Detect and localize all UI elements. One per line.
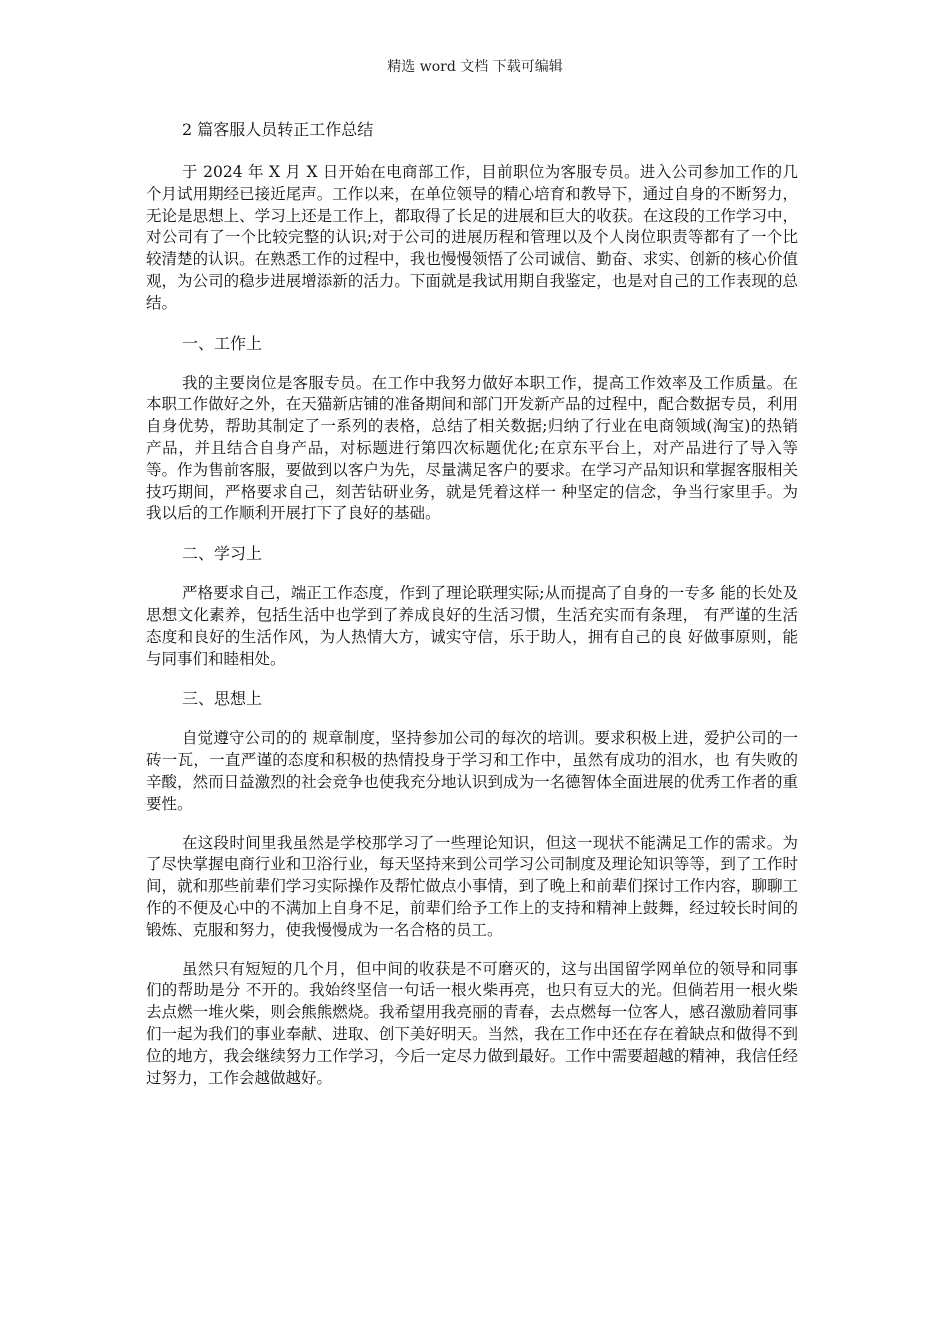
- section-heading: 一、工作上: [182, 333, 263, 353]
- section-paragraph: 虽然只有短短的几个月，但中间的收获是不可磨灭的，这与出国留学网单位的领导和同事们的帮助是分 不开的。我始终坚信一句话一根火柴再亮，也只有豆大的光。但倘若用一根火柴去点燃一堆火柴，则会熊熊燃烧。我希望用我亮丽的青春，去点燃每一位客人，感召激励着同事们一起为我们的事业奉献、进取、创下美好明天。当然，我在工作中还在存在着缺点和做得不到位的地方，我会继续努力工作学习，今后一定尽力做到最好。工作中需要超越的精神，我信任经过努力，工作会越做越好。: [146, 959, 798, 1087]
- section-paragraph: 我的主要岗位是客服专员。在工作中我努力做好本职工作，提高工作效率及工作质量。在本职工作做好之外，在天猫新店铺的准备期间和部门开发新产品的过程中，配合数据专员，利用自身优势，帮助其制定了一系列的表格，总结了相关数据;归纳了行业在电商领域(淘宝)的热销产品，并且结合自身产品，对标题进行第四次标题优化;在京东平台上，对产品进行了导入等等。作为售前客服，要做到以客户为先，尽量满足客户的要求。在学习产品知识和掌握客服相关技巧期间，严格要求自己，刻苦钻研业务，就是凭着这样一 种坚定的信念，争当行家里手。为我以后的工作顺利开展打下了良好的基础。: [146, 373, 798, 523]
- section-paragraph: 严格要求自己，端正工作态度，作到了理论联理实际;从而提高了自身的一专多 能的长处及思想文化素养，包括生活中也学到了养成良好的生活习惯，生活充实而有条理， 有严谨的生活态度和良好的生活作风，为人热情大方，诚实守信，乐于助人，拥有自己的良 好做事原则，能与同事们和睦相处。: [146, 584, 798, 668]
- section-paragraph: 自觉遵守公司的的 规章制度，坚持参加公司的每次的培训。要求积极上进，爱护公司的一砖一瓦，一直严谨的态度和积极的热情投身于学习和工作中，虽然有成功的泪水，也 有失败的辛酸，然而日益激烈的社会竞争也使我充分地认识到成为一名德智体全面进展的优秀工作者的重要性。: [146, 729, 798, 813]
- document-title: 2 篇客服人员转正工作总结: [182, 120, 374, 139]
- intro-paragraph: 于 2024 年 X 月 X 日开始在电商部工作，目前职位为客服专员。进入公司参加工作的几个月试用期经已接近尾声。工作以来，在单位领导的精心培育和教导下，通过自身的不断努力，无论是思想上、学习上还是工作上，都取得了长足的进展和巨大的收获。在这段的工作学习中，对公司有了一个比较完整的认识;对于公司的进展历程和管理以及个人岗位职责等都有了一个比较清楚的认识。在熟悉工作的过程中，我也慢慢领悟了公司诚信、勤奋、求实、创新的核心价值观，为公司的稳步进展增添新的活力。下面就是我试用期自我鉴定，也是对自己的工作表现的总结。: [146, 163, 798, 312]
- section-thought: [146, 687, 798, 1089]
- page-header: 精选 word 文档 下载可编辑: [387, 59, 563, 75]
- section-paragraph: 在这段时间里我虽然是学校那学习了一些理论知识，但这一现状不能满足工作的需求。为了尽快掌握电商行业和卫浴行业，每天坚持来到公司学习公司制度及理论知识等等，到了工作时间，就和那些前辈们学习实际操作及帮忙做点小事情，到了晚上和前辈们探讨工作内容，聊聊工作的不便及心中的不满加上自身不足，前辈们给予工作上的支持和精神上鼓舞，经过较长时间的锻炼、克服和努力，使我慢慢成为一名合格的员工。: [146, 833, 798, 939]
- document-body: [146, 118, 798, 1106]
- section-work: [146, 332, 798, 526]
- section-heading: 三、思想上: [182, 689, 263, 709]
- section-study: [146, 542, 798, 670]
- section-heading: 二、学习上: [182, 544, 263, 564]
